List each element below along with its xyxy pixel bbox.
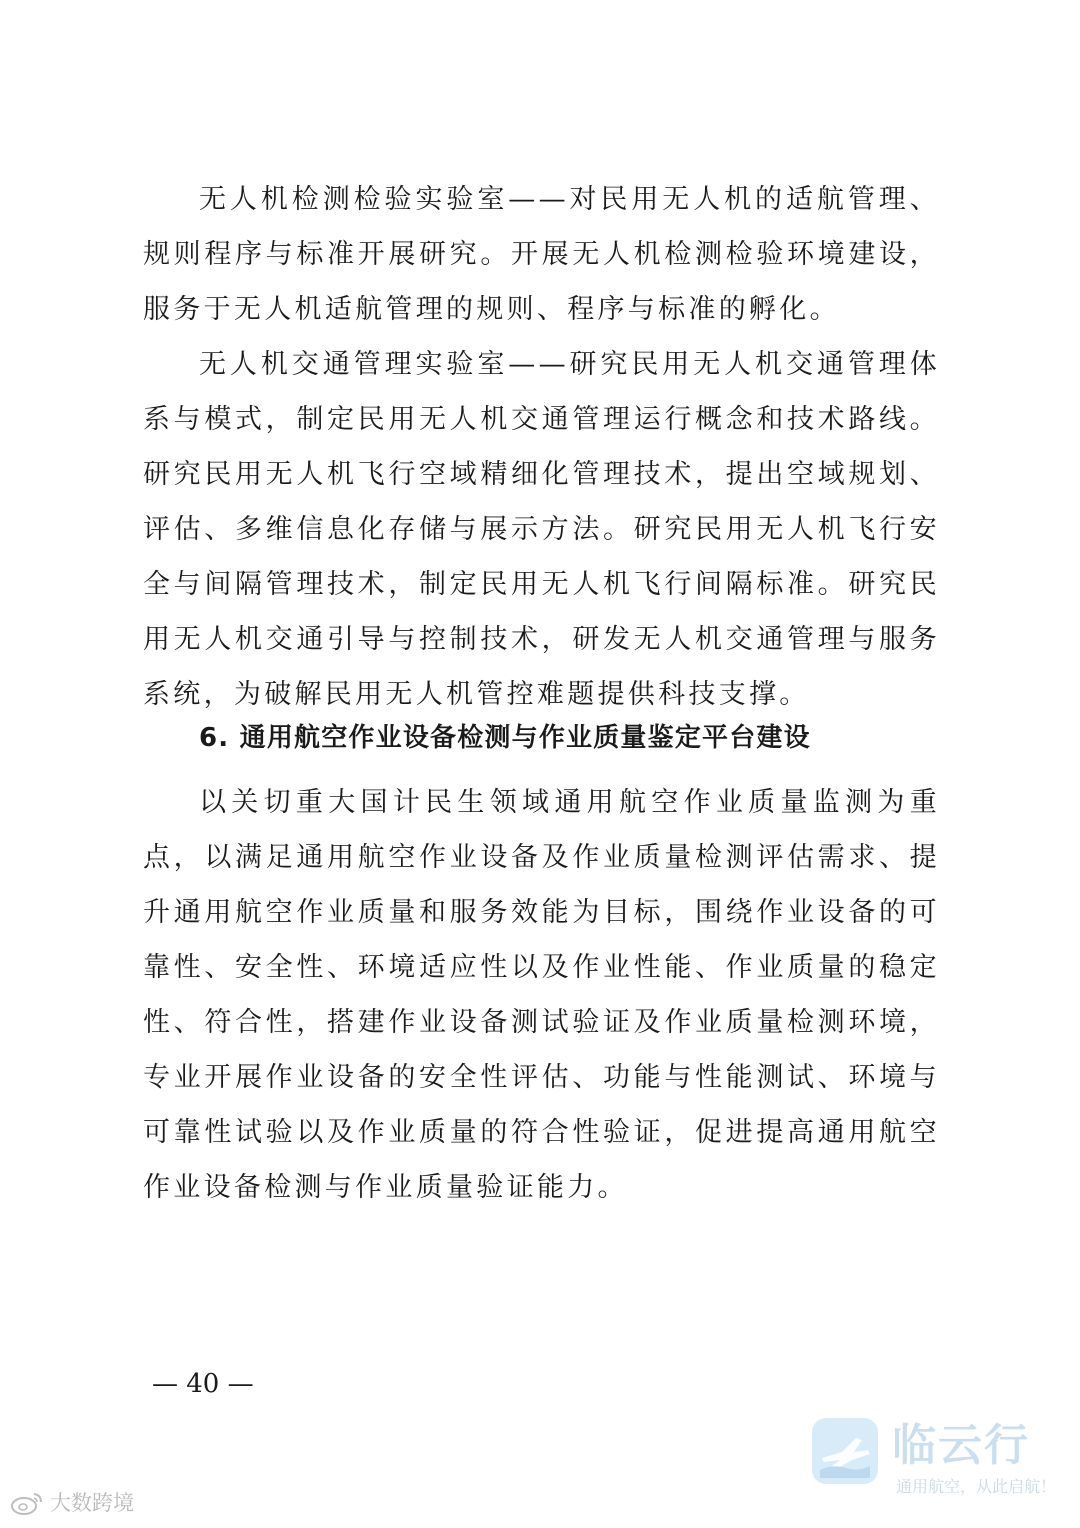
- paragraph-uav-inspection-lab: 无人机检测检验实验室——对民用无人机的适航管理、规则程序与标准开展研究。开展无人机检测检验环境建设，服务于无人机适航管理的规则、程序与标准的孵化。: [143, 184, 940, 325]
- section-heading: 6. 通用航空作业设备检测与作业质量鉴定平台建设: [199, 723, 811, 753]
- brand-watermark-logo: [812, 1418, 1057, 1508]
- paragraph-aviation-quality-platform: 以关切重大国计民生领域通用航空作业质量监测为重点，以满足通用航空作业设备及作业质量检测评估需求、提升通用航空作业质量和服务效能为目标，围绕作业设备的可靠性、安全性、环境适应性以及作业性能、作业质量的稳定性、符合性，搭建作业设备测试验证及作业质量检测环境，专业开展作业设备的安全性评估、功能与性能测试、环境与可靠性试验以及作业质量的符合性验证，促进提高通用航空作业设备检测与作业质量验证能力。: [143, 787, 940, 1203]
- brand-watermark-slogan: 通用航空，从此启航！: [896, 1477, 1057, 1496]
- paragraph-uav-traffic-lab: 无人机交通管理实验室——研究民用无人机交通管理体系与模式，制定民用无人机交通管理运行概念和技术路线。研究民用无人机飞行空域精细化管理技术，提出空域规划、评估、多维信息化存储与展示方法。研究民用无人机飞行安全与间隔管理技术，制定民用无人机飞行间隔标准。研究民用无人机交通引导与控制技术，研发无人机交通管理与服务系统，为破解民用无人机管控难题提供科技支撑。: [143, 349, 940, 710]
- page-number: — 40 —: [152, 1369, 254, 1399]
- brand-watermark-title: 临云行: [892, 1420, 1030, 1471]
- weibo-icon: [10, 1490, 44, 1516]
- source-watermark-text: 大数跨境: [50, 1491, 134, 1515]
- airplane-icon: [812, 1418, 878, 1484]
